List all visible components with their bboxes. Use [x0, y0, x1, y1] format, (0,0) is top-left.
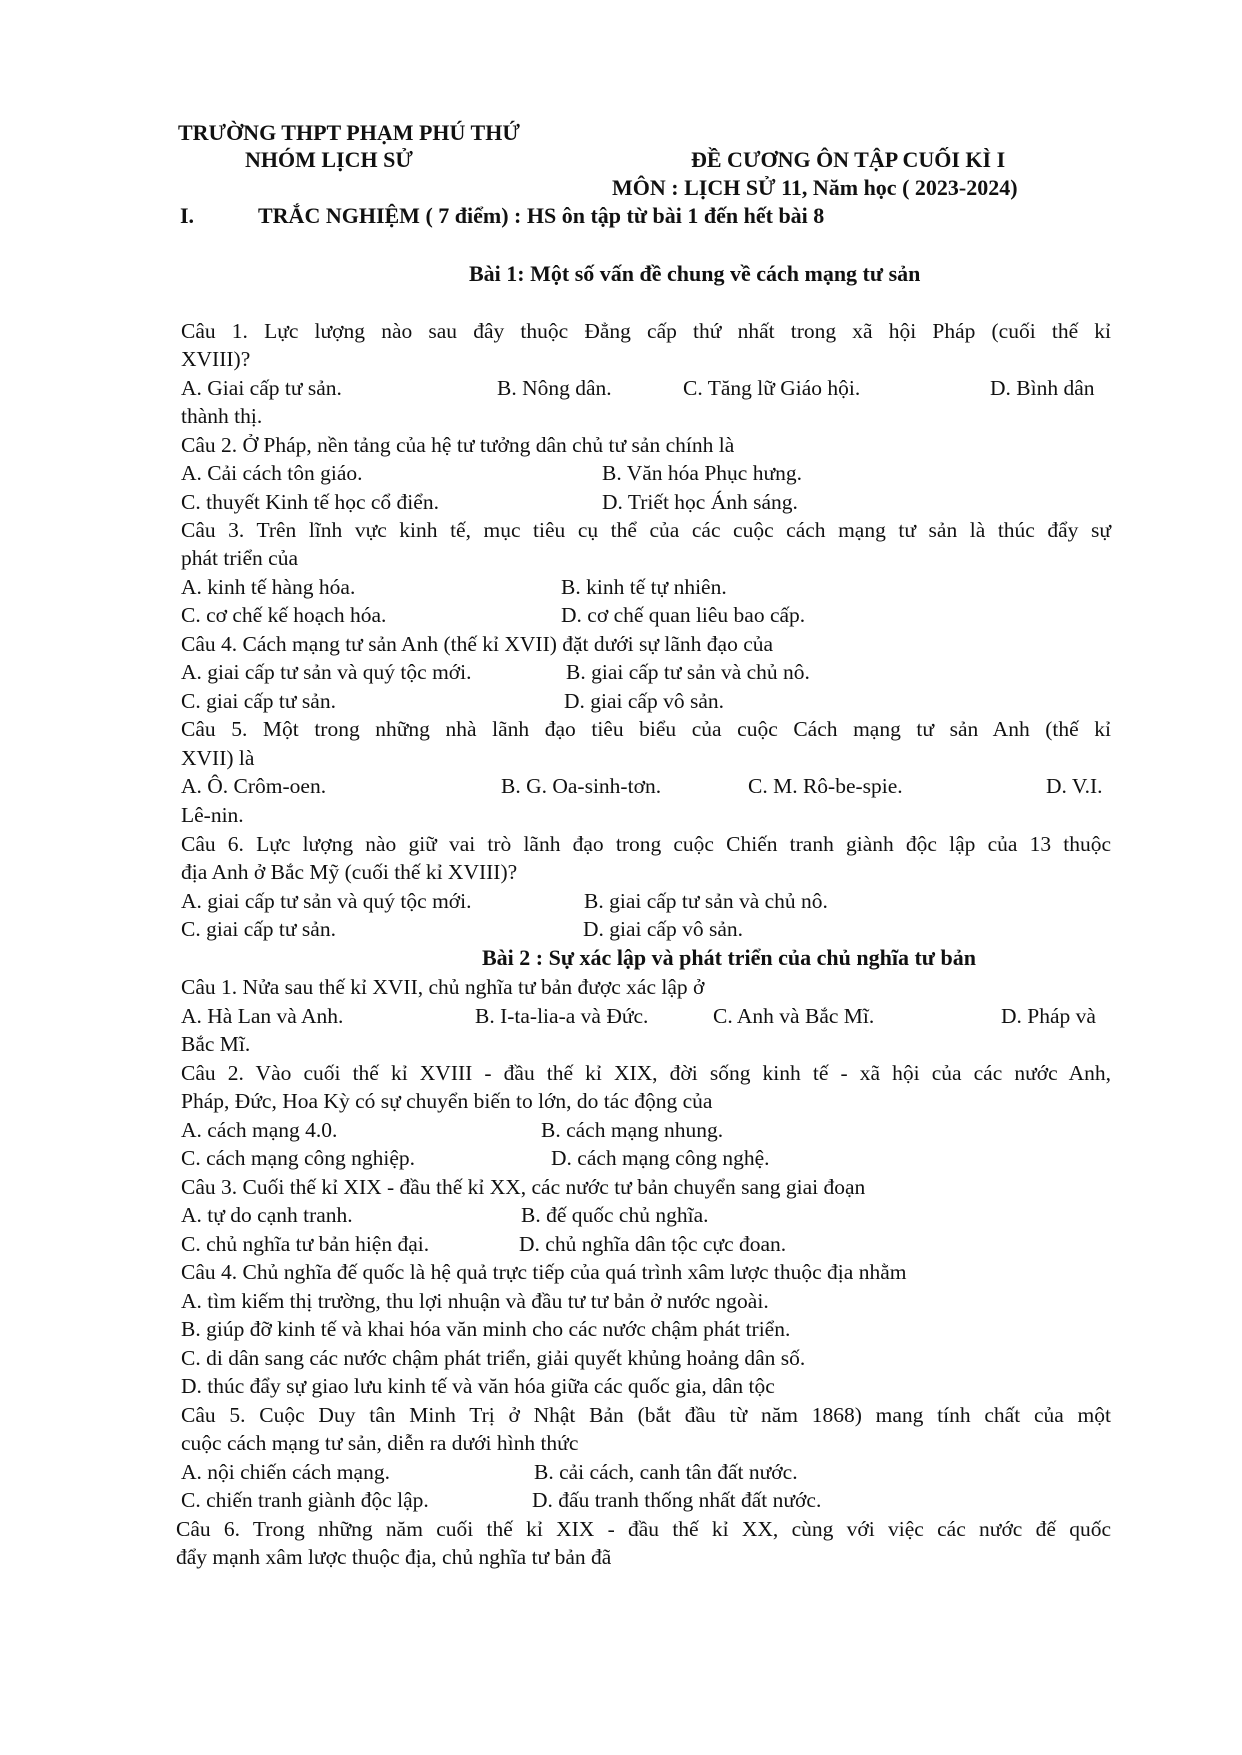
question-stem: Câu 4. Cách mạng tư sản Anh (thế kỉ XVII) đặt dưới sự lãnh đạo của	[181, 632, 774, 656]
question-stem-cont: địa Anh ở Bắc Mỹ (cuối thế kỉ XVIII)?	[181, 860, 518, 884]
option-d: D. Bình dân	[990, 376, 1095, 400]
question-stem: Câu 3. Trên lĩnh vực kinh tế, mục tiêu cụ thể của các cuộc cách mạng tư sản là thúc đẩy sự	[181, 518, 1111, 542]
option-d: D. giai cấp vô sản.	[583, 917, 744, 941]
question-stem: Câu 6. Trong những năm cuối thế kỉ XIX - đầu thế kỉ XX, cùng với việc các nước đế quốc	[176, 1517, 1111, 1541]
lesson-2-title: Bài 2 : Sự xác lập và phát triển của chủ nghĩa tư bản	[482, 945, 976, 970]
question-stem: Câu 2. Vào cuối thế kỉ XVIII - đầu thế kỉ XIX, đời sống kinh tế - xã hội của các nước Anh,	[181, 1061, 1111, 1085]
group-name: NHÓM LỊCH SỬ	[245, 147, 413, 172]
option-c: C. giai cấp tư sản.	[181, 917, 336, 941]
option-c: C. di dân sang các nước chậm phát triển, giải quyết khủng hoảng dân số.	[181, 1346, 806, 1370]
option-a: A. tự do cạnh tranh.	[181, 1203, 353, 1227]
option-b: B. giúp đỡ kinh tế và khai hóa văn minh cho các nước chậm phát triển.	[181, 1317, 791, 1341]
question-stem: Câu 6. Lực lượng nào giữ vai trò lãnh đạo trong cuộc Chiến tranh giành độc lập của 13 thuộc	[181, 832, 1111, 856]
option-b: B. cách mạng nhung.	[541, 1118, 724, 1142]
option-a: A. cách mạng 4.0.	[181, 1118, 338, 1142]
option-b: B. cải cách, canh tân đất nước.	[534, 1460, 798, 1484]
option-d: D. Triết học Ánh sáng.	[602, 490, 798, 514]
option-b: B. kinh tế tự nhiên.	[561, 575, 727, 599]
question-stem-cont: đẩy mạnh xâm lược thuộc địa, chủ nghĩa tư bản đã	[176, 1545, 612, 1569]
option-b: B. Nông dân.	[497, 376, 612, 400]
question-stem: Câu 5. Một trong những nhà lãnh đạo tiêu biểu của cuộc Cách mạng tư sản Anh (thế kỉ	[181, 717, 1111, 741]
option-d: D. giai cấp vô sản.	[564, 689, 725, 713]
option-d: D. đấu tranh thống nhất đất nước.	[532, 1488, 822, 1512]
school-name: TRƯỜNG THPT PHẠM PHÚ THỨ	[178, 120, 520, 145]
option-a: A. Hà Lan và Anh.	[181, 1004, 344, 1028]
option-d-cont: Lê-nin.	[181, 803, 244, 827]
question-stem: Câu 3. Cuối thế kỉ XIX - đầu thế kỉ XX, các nước tư bản chuyển sang giai đoạn	[181, 1175, 866, 1199]
option-b: B. G. Oa-sinh-tơn.	[501, 774, 662, 798]
option-b: B. giai cấp tư sản và chủ nô.	[584, 889, 828, 913]
question-stem-cont: XVII) là	[181, 746, 255, 770]
option-d-cont: thành thị.	[181, 404, 263, 428]
lesson-1-title: Bài 1: Một số vấn đề chung về cách mạng tư sản	[469, 261, 921, 286]
question-stem: Câu 4. Chủ nghĩa đế quốc là hệ quả trực tiếp của quá trình xâm lược thuộc địa nhằm	[181, 1260, 907, 1284]
option-a: A. giai cấp tư sản và quý tộc mới.	[181, 660, 472, 684]
section-number: I.	[180, 203, 195, 228]
option-b: B. đế quốc chủ nghĩa.	[521, 1203, 709, 1227]
option-a: A. tìm kiếm thị trường, thu lợi nhuận và đầu tư tư bản ở nước ngoài.	[181, 1289, 769, 1313]
option-a: A. Cải cách tôn giáo.	[181, 461, 363, 485]
option-a: A. Ô. Crôm-oen.	[181, 774, 327, 798]
option-c: C. chiến tranh giành độc lập.	[181, 1488, 429, 1512]
option-a: A. nội chiến cách mạng.	[181, 1460, 390, 1484]
question-stem: Câu 2. Ở Pháp, nền tảng của hệ tư tưởng dân chủ tư sản chính là	[181, 433, 735, 457]
option-c: C. chủ nghĩa tư bản hiện đại.	[181, 1232, 430, 1256]
option-d: D. cơ chế quan liêu bao cấp.	[561, 603, 806, 627]
question-stem: Câu 5. Cuộc Duy tân Minh Trị ở Nhật Bản (bắt đầu từ năm 1868) mang tính chất của một	[181, 1403, 1111, 1427]
option-b: B. I-ta-lia-a và Đức.	[475, 1004, 649, 1028]
option-d: D. cách mạng công nghệ.	[551, 1146, 770, 1170]
question-stem-cont: Pháp, Đức, Hoa Kỳ có sự chuyển biến to lớn, do tác động của	[181, 1089, 713, 1113]
option-d: D. Pháp và	[1001, 1004, 1096, 1028]
option-c: C. cơ chế kế hoạch hóa.	[181, 603, 387, 627]
subject-line: MÔN : LỊCH SỬ 11, Năm học ( 2023-2024)	[612, 175, 1018, 200]
option-c: C. cách mạng công nghiệp.	[181, 1146, 416, 1170]
question-stem-cont: cuộc cách mạng tư sản, diễn ra dưới hình thức	[181, 1431, 579, 1455]
option-c: C. M. Rô-be-spie.	[748, 774, 903, 798]
option-b: B. Văn hóa Phục hưng.	[602, 461, 802, 485]
option-b: B. giai cấp tư sản và chủ nô.	[566, 660, 810, 684]
option-a: A. Giai cấp tư sản.	[181, 376, 342, 400]
document-title: ĐỀ CƯƠNG ÔN TẬP CUỐI KÌ I	[691, 147, 1006, 172]
option-c: C. giai cấp tư sản.	[181, 689, 336, 713]
option-d: D. V.I.	[1046, 774, 1103, 798]
section-title: TRẮC NGHIỆM ( 7 điểm) : HS ôn tập từ bài 1 đến hết bài 8	[258, 203, 825, 228]
question-stem-cont: XVIII)?	[181, 347, 251, 371]
question-stem: Câu 1. Lực lượng nào sau đây thuộc Đẳng cấp thứ nhất trong xã hội Pháp (cuối thế kỉ	[181, 319, 1111, 343]
option-c: C. Anh và Bắc Mĩ.	[713, 1004, 875, 1028]
question-stem: Câu 1. Nửa sau thế kỉ XVII, chủ nghĩa tư bản được xác lập ở	[181, 975, 705, 999]
option-c: C. thuyết Kinh tế học cổ điển.	[181, 490, 439, 514]
option-d-cont: Bắc Mĩ.	[181, 1032, 251, 1056]
option-a: A. giai cấp tư sản và quý tộc mới.	[181, 889, 472, 913]
option-a: A. kinh tế hàng hóa.	[181, 575, 356, 599]
option-d: D. thúc đẩy sự giao lưu kinh tế và văn hóa giữa các quốc gia, dân tộc	[181, 1374, 775, 1398]
option-d: D. chủ nghĩa dân tộc cực đoan.	[519, 1232, 787, 1256]
question-stem-cont: phát triển của	[181, 546, 299, 570]
option-c: C. Tăng lữ Giáo hội.	[683, 376, 861, 400]
